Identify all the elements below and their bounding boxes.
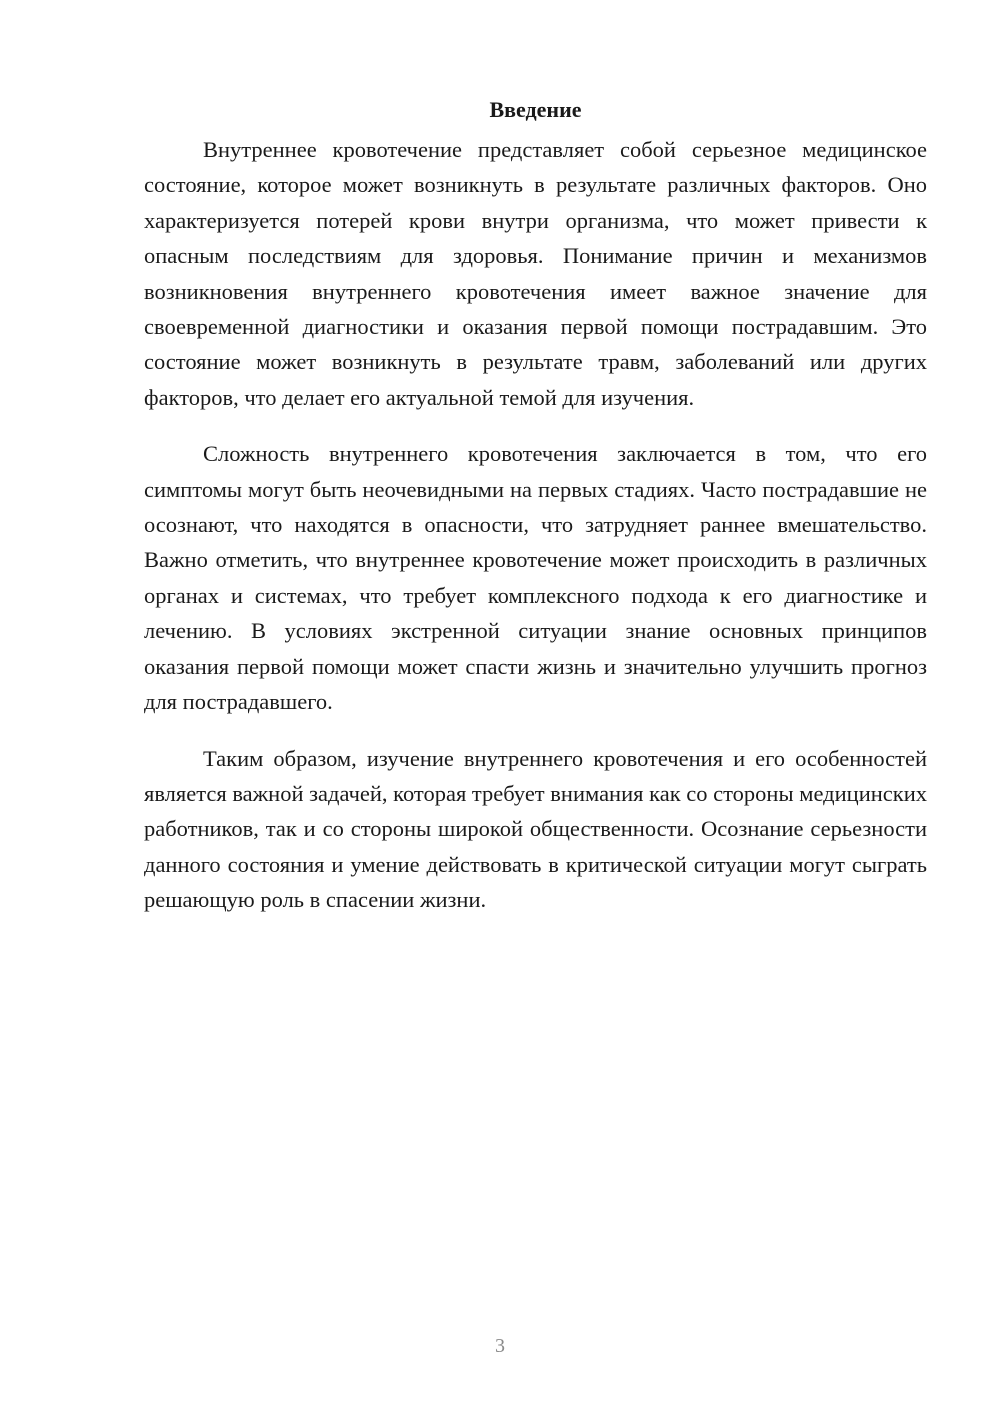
section-heading: Введение xyxy=(489,97,582,122)
paragraph-3: Таким образом, изучение внутреннего кровотечения и его особенностей является важной задачей, которая требует внимания как со стороны медицинских работников, так и со стороны широкой общественности. Осознание серьезности данного состояния и умение действовать в критической ситуации могут сыграть решающую роль в спасении жизни. xyxy=(144,745,927,913)
page-number: 3 xyxy=(495,1335,505,1357)
page-content xyxy=(144,92,927,939)
paragraph-1: Внутреннее кровотечение представляет собой серьезное медицинское состояние, которое может возникнуть в результате различных факторов. Оно характеризуется потерей крови внутри организма, что может привести к опасным последствиям для здоровья. Понимание причин и механизмов возникновения внутреннего кровотечения имеет важное значение для своевременной диагностики и оказания первой помощи пострадавшим. Это состояние может возникнуть в результате травм, заболеваний или других факторов, что делает его актуальной темой для изучения. xyxy=(144,137,927,410)
paragraph-2: Сложность внутреннего кровотечения заключается в том, что его симптомы могут быть неочевидными на первых стадиях. Часто пострадавшие не осознают, что находятся в опасности, что затрудняет раннее вмешательство. Важно отметить, что внутреннее кровотечение может происходить в различных органах и системах, что требует комплексного подхода к его диагностике и лечению. В условиях экстренной ситуации знание основных принципов оказания первой помощи может спасти жизнь и значительно улучшить прогноз для пострадавшего. xyxy=(144,441,927,715)
